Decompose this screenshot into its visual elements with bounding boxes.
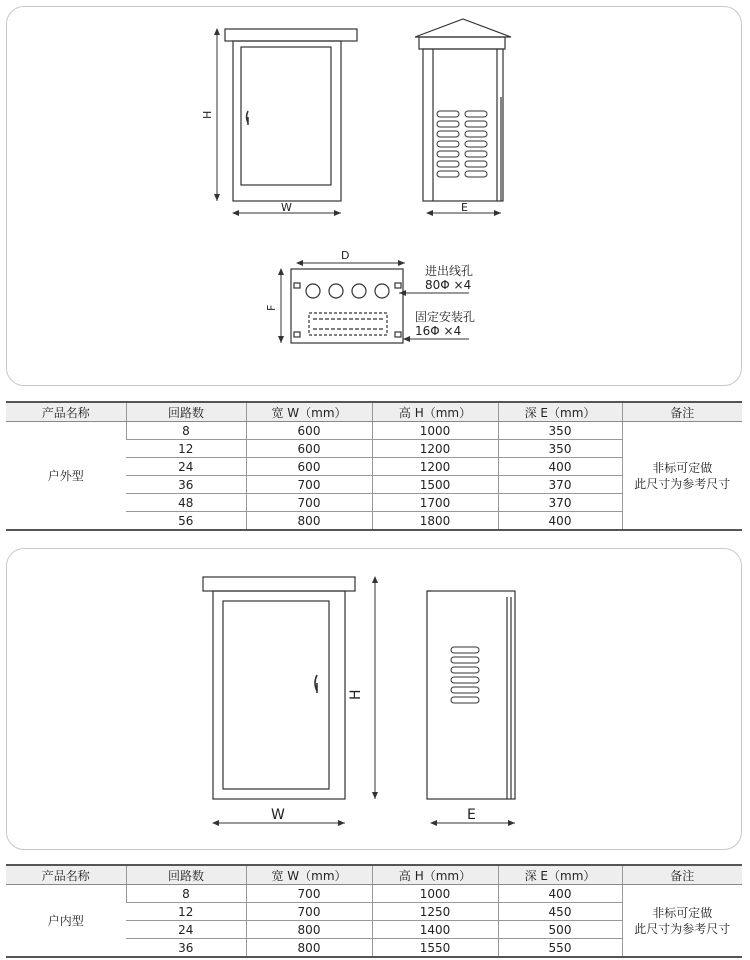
cell-width: 800: [246, 512, 372, 531]
cell-height: 1250: [372, 903, 498, 921]
header-circuits: 回路数: [126, 865, 246, 885]
outdoor-label-w: W: [281, 201, 292, 214]
indoor-cabinet-drawing: [7, 549, 741, 849]
cell-circuits: 8: [126, 885, 246, 903]
cell-height: 1500: [372, 476, 498, 494]
outdoor-drawing-panel: [6, 6, 742, 386]
cell-height: 1400: [372, 921, 498, 939]
header-depth: 深 E（mm）: [498, 865, 622, 885]
cell-height: 1000: [372, 422, 498, 440]
cell-width: 600: [246, 440, 372, 458]
cell-height: 1200: [372, 440, 498, 458]
cell-depth: 370: [498, 494, 622, 512]
header-note: 备注: [622, 865, 742, 885]
outdoor-label-f: F: [265, 304, 278, 311]
indoor-label-e: E: [467, 807, 476, 823]
cable-hole-spec: 80Φ ×4: [425, 278, 472, 292]
mount-hole-spec: 16Φ ×4: [415, 324, 462, 338]
cell-circuits: 48: [126, 494, 246, 512]
product-name: 户内型: [6, 885, 126, 958]
cell-depth: 500: [498, 921, 622, 939]
header-note: 备注: [622, 402, 742, 422]
cell-depth: 400: [498, 885, 622, 903]
header-circuits: 回路数: [126, 402, 246, 422]
note-line2: 此尺寸为参考尺寸: [634, 921, 731, 936]
cell-depth: 400: [498, 512, 622, 531]
cell-circuits: 36: [126, 939, 246, 958]
cell-height: 1550: [372, 939, 498, 958]
note-line1: 非标可定做: [652, 905, 713, 920]
cell-circuits: 56: [126, 512, 246, 531]
cell-height: 1200: [372, 458, 498, 476]
cell-depth: 550: [498, 939, 622, 958]
cell-circuits: 12: [126, 903, 246, 921]
outdoor-label-d: D: [341, 249, 350, 262]
cell-width: 700: [246, 885, 372, 903]
cell-height: 1000: [372, 885, 498, 903]
cell-depth: 450: [498, 903, 622, 921]
outdoor-cabinet-drawing: [7, 7, 741, 385]
note-cell: [622, 422, 742, 531]
cell-width: 700: [246, 494, 372, 512]
cell-depth: 350: [498, 422, 622, 440]
header-height: 高 H（mm）: [372, 865, 498, 885]
cell-width: 700: [246, 903, 372, 921]
indoor-label-w: W: [271, 807, 285, 823]
indoor-side-vents: [451, 647, 479, 703]
indoor-drawing-panel: [6, 548, 742, 850]
cable-hole-title: 进出线孔: [425, 264, 474, 278]
header-product: 产品名称: [6, 402, 126, 422]
header-depth: 深 E（mm）: [498, 402, 622, 422]
header-width: 宽 W（mm）: [246, 865, 372, 885]
table-header-row: [6, 865, 742, 885]
indoor-label-h: H: [348, 689, 364, 700]
outdoor-label-h: H: [201, 110, 214, 119]
cell-circuits: 24: [126, 458, 246, 476]
outdoor-spec-table: [6, 401, 742, 531]
note-line1: 非标可定做: [652, 460, 713, 475]
outdoor-side-vents: [437, 111, 487, 177]
product-name: 户外型: [6, 422, 126, 531]
header-width: 宽 W（mm）: [246, 402, 372, 422]
cell-height: 1800: [372, 512, 498, 531]
outdoor-front-view: [225, 29, 357, 201]
note-line2: 此尺寸为参考尺寸: [634, 476, 731, 491]
indoor-front-view: [203, 577, 355, 799]
cell-depth: 370: [498, 476, 622, 494]
cell-width: 600: [246, 458, 372, 476]
cell-width: 600: [246, 422, 372, 440]
cell-circuits: 12: [126, 440, 246, 458]
cell-width: 700: [246, 476, 372, 494]
header-height: 高 H（mm）: [372, 402, 498, 422]
cell-circuits: 24: [126, 921, 246, 939]
note-cell: [622, 885, 742, 958]
indoor-spec-table: [6, 864, 742, 958]
outdoor-label-e: E: [461, 201, 468, 214]
outdoor-side-view: [415, 19, 511, 201]
cell-height: 1700: [372, 494, 498, 512]
cell-width: 800: [246, 939, 372, 958]
header-product: 产品名称: [6, 865, 126, 885]
cell-depth: 350: [498, 440, 622, 458]
cell-circuits: 36: [126, 476, 246, 494]
table-row: [6, 422, 742, 440]
cell-width: 800: [246, 921, 372, 939]
table-header-row: [6, 402, 742, 422]
indoor-side-view: [427, 591, 515, 799]
cell-circuits: 8: [126, 422, 246, 440]
mount-hole-title: 固定安装孔: [415, 310, 476, 324]
outdoor-bottom-view: [291, 269, 403, 343]
table-row: [6, 885, 742, 903]
cell-depth: 400: [498, 458, 622, 476]
